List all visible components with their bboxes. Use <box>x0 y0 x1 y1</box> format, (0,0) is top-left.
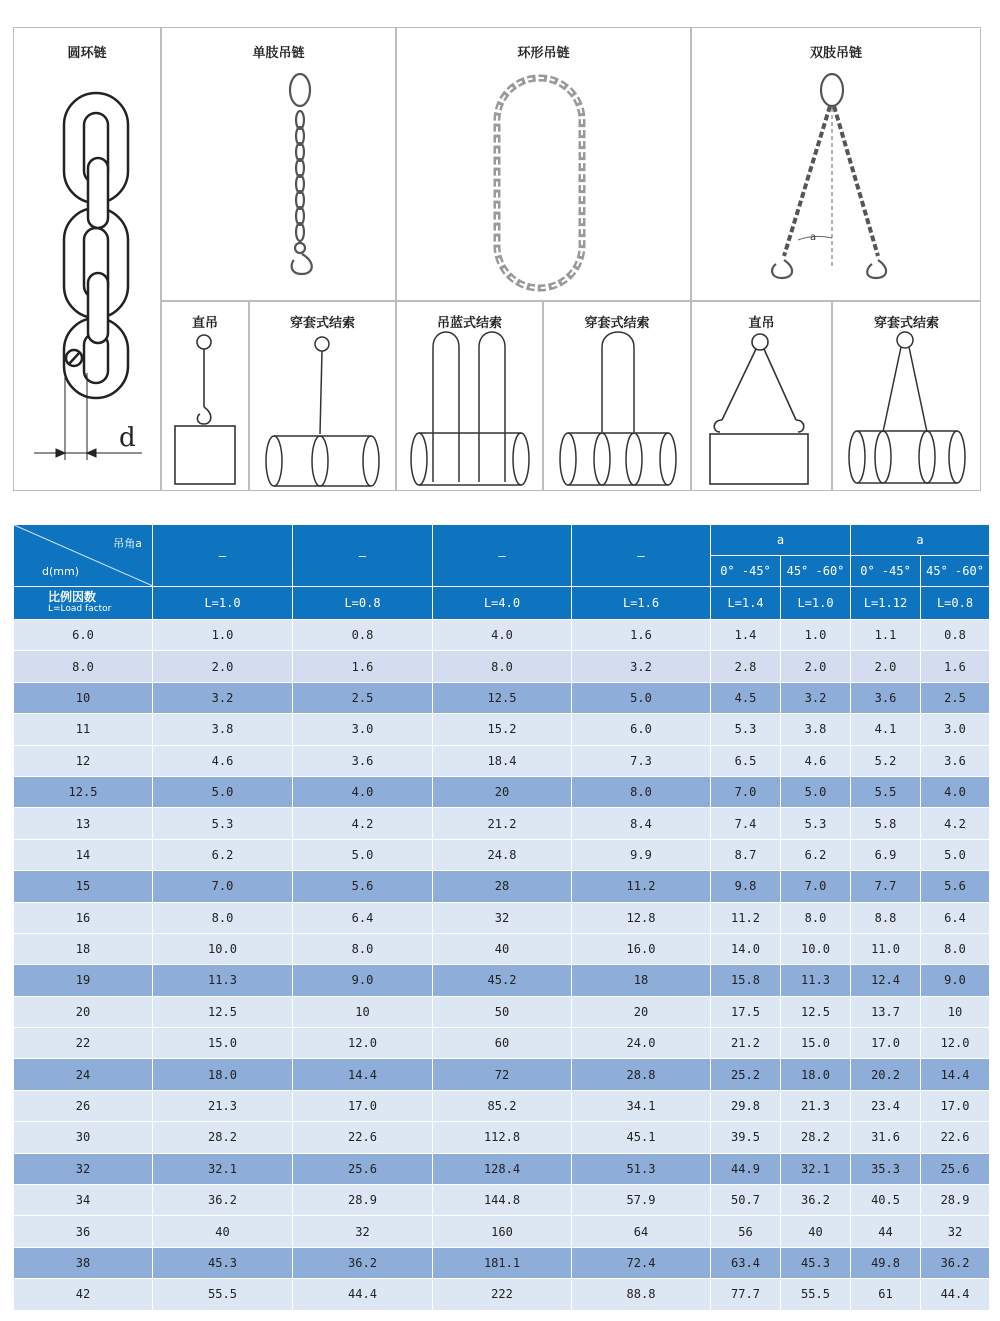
angle-symbol: a <box>810 232 817 243</box>
load-cell: 25.6 <box>293 1153 433 1184</box>
load-cell: 12.5 <box>781 996 851 1027</box>
corner-angle-label: 吊角a <box>113 537 142 550</box>
load-cell: 25.2 <box>711 1059 781 1090</box>
load-cell: 36.2 <box>153 1185 293 1216</box>
two-leg-panel <box>691 27 981 301</box>
mode-straight-double-illustration <box>692 302 833 492</box>
load-cell: 14.4 <box>293 1059 433 1090</box>
header-range: 0° -45° <box>851 556 921 587</box>
mode-choke-two-leg-illustration <box>833 302 982 492</box>
diameter-cell: 12 <box>14 745 153 776</box>
header-angle-a: a <box>851 525 990 556</box>
mode-straight-double-panel <box>691 301 832 491</box>
load-cell: 6.0 <box>572 714 711 745</box>
load-cell: 85.2 <box>433 1090 572 1121</box>
load-cell: 5.0 <box>572 682 711 713</box>
load-cell: 14.0 <box>711 933 781 964</box>
load-cell: 3.6 <box>921 745 990 776</box>
single-leg-panel <box>161 27 396 301</box>
load-cell: 7.0 <box>153 871 293 902</box>
load-cell: 28.9 <box>921 1185 990 1216</box>
table-row <box>14 620 990 651</box>
load-cell: 40 <box>433 933 572 964</box>
diameter-cell: 22 <box>14 1028 153 1059</box>
load-cell: 112.8 <box>433 1122 572 1153</box>
load-cell: 16.0 <box>572 933 711 964</box>
load-cell: 4.0 <box>293 776 433 807</box>
round-chain-panel <box>13 27 161 491</box>
load-cell: 28 <box>433 871 572 902</box>
load-cell: 4.2 <box>293 808 433 839</box>
load-cell: 20 <box>572 996 711 1027</box>
table-row <box>14 808 990 839</box>
load-cell: 4.2 <box>921 808 990 839</box>
load-cell: 7.0 <box>711 776 781 807</box>
load-cell: 36.2 <box>293 1247 433 1278</box>
load-cell: 5.3 <box>711 714 781 745</box>
load-cell: 3.0 <box>921 714 990 745</box>
header-dash: – <box>153 525 293 587</box>
load-cell: 9.0 <box>293 965 433 996</box>
load-table <box>13 524 990 1311</box>
load-cell: 3.8 <box>153 714 293 745</box>
load-cell: 2.8 <box>711 651 781 682</box>
load-cell: 12.0 <box>293 1028 433 1059</box>
load-cell: 7.3 <box>572 745 711 776</box>
load-cell: 3.0 <box>293 714 433 745</box>
load-cell: 45.3 <box>153 1247 293 1278</box>
load-cell: 22.6 <box>293 1122 433 1153</box>
diameter-cell: 34 <box>14 1185 153 1216</box>
load-cell: 3.6 <box>851 682 921 713</box>
diameter-cell: 32 <box>14 1153 153 1184</box>
single-leg-title: 单肢吊链 <box>252 46 305 61</box>
load-cell: 32.1 <box>781 1153 851 1184</box>
load-cell: 55.5 <box>153 1279 293 1310</box>
header-dash: – <box>572 525 711 587</box>
table-row <box>14 1247 990 1278</box>
table-row <box>14 1028 990 1059</box>
load-factor-value: L=0.8 <box>921 587 990 620</box>
round-chain-title: 圆环链 <box>67 46 107 61</box>
load-cell: 4.0 <box>921 776 990 807</box>
load-cell: 5.2 <box>851 745 921 776</box>
load-cell: 5.5 <box>851 776 921 807</box>
load-cell: 72.4 <box>572 1247 711 1278</box>
load-cell: 35.3 <box>851 1153 921 1184</box>
table-row <box>14 965 990 996</box>
load-cell: 160 <box>433 1216 572 1247</box>
load-cell: 4.1 <box>851 714 921 745</box>
load-cell: 17.5 <box>711 996 781 1027</box>
load-cell: 12.4 <box>851 965 921 996</box>
load-cell: 10 <box>293 996 433 1027</box>
mode-choke-two-leg-title: 穿套式结索 <box>873 316 939 331</box>
load-cell: 56 <box>711 1216 781 1247</box>
diameter-cell: 13 <box>14 808 153 839</box>
load-cell: 24.8 <box>433 839 572 870</box>
round-chain-illustration <box>14 28 162 492</box>
load-cell: 1.4 <box>711 620 781 651</box>
load-cell: 34.1 <box>572 1090 711 1121</box>
load-cell: 0.8 <box>293 620 433 651</box>
diameter-cell: 18 <box>14 933 153 964</box>
load-cell: 28.8 <box>572 1059 711 1090</box>
load-cell: 2.0 <box>153 651 293 682</box>
load-cell: 5.6 <box>293 871 433 902</box>
table-row <box>14 745 990 776</box>
load-cell: 6.9 <box>851 839 921 870</box>
diameter-cell: 16 <box>14 902 153 933</box>
table-row <box>14 1122 990 1153</box>
load-cell: 7.0 <box>781 871 851 902</box>
load-cell: 8.8 <box>851 902 921 933</box>
load-cell: 40 <box>153 1216 293 1247</box>
load-cell: 44 <box>851 1216 921 1247</box>
load-cell: 45.2 <box>433 965 572 996</box>
mode-basket-panel <box>396 301 543 491</box>
load-cell: 11.2 <box>711 902 781 933</box>
table-row <box>14 1059 990 1090</box>
diameter-cell: 24 <box>14 1059 153 1090</box>
table-row <box>14 1090 990 1121</box>
load-cell: 44.4 <box>293 1279 433 1310</box>
header-angle-a: a <box>711 525 851 556</box>
load-cell: 49.8 <box>851 1247 921 1278</box>
header-range: 45° -60° <box>781 556 851 587</box>
table-row <box>14 1185 990 1216</box>
load-cell: 32 <box>433 902 572 933</box>
load-cell: 6.2 <box>781 839 851 870</box>
load-cell: 11.2 <box>572 871 711 902</box>
load-cell: 45.3 <box>781 1247 851 1278</box>
load-cell: 2.5 <box>293 682 433 713</box>
load-cell: 40.5 <box>851 1185 921 1216</box>
load-cell: 11.3 <box>153 965 293 996</box>
endless-panel <box>396 27 691 301</box>
table-row <box>14 1216 990 1247</box>
load-cell: 15.0 <box>781 1028 851 1059</box>
load-cell: 10.0 <box>153 933 293 964</box>
mode-basket-title: 吊蓝式结索 <box>436 316 502 331</box>
load-cell: 128.4 <box>433 1153 572 1184</box>
diameter-cell: 8.0 <box>14 651 153 682</box>
load-cell: 7.7 <box>851 871 921 902</box>
mode-choke-double-title: 穿套式结索 <box>584 316 650 331</box>
load-cell: 9.8 <box>711 871 781 902</box>
mode-straight-single-title: 直吊 <box>191 316 218 331</box>
load-cell: 9.9 <box>572 839 711 870</box>
load-cell: 3.2 <box>781 682 851 713</box>
load-cell: 1.0 <box>153 620 293 651</box>
load-cell: 5.3 <box>781 808 851 839</box>
mode-choke-two-leg-panel <box>832 301 981 491</box>
load-cell: 23.4 <box>851 1090 921 1121</box>
load-cell: 12.5 <box>153 996 293 1027</box>
diameter-cell: 20 <box>14 996 153 1027</box>
load-cell: 20.2 <box>851 1059 921 1090</box>
load-cell: 10 <box>921 996 990 1027</box>
d-symbol: d <box>119 423 136 453</box>
load-cell: 5.0 <box>293 839 433 870</box>
load-cell: 6.4 <box>293 902 433 933</box>
diameter-cell: 6.0 <box>14 620 153 651</box>
load-factor-value: L=1.4 <box>711 587 781 620</box>
load-cell: 1.6 <box>572 620 711 651</box>
load-cell: 4.6 <box>153 745 293 776</box>
diameter-cell: 30 <box>14 1122 153 1153</box>
load-cell: 8.0 <box>153 902 293 933</box>
load-cell: 15.0 <box>153 1028 293 1059</box>
load-cell: 8.0 <box>433 651 572 682</box>
load-cell: 44.4 <box>921 1279 990 1310</box>
load-cell: 21.2 <box>433 808 572 839</box>
load-cell: 9.0 <box>921 965 990 996</box>
load-cell: 4.6 <box>781 745 851 776</box>
load-cell: 3.2 <box>572 651 711 682</box>
load-cell: 11.3 <box>781 965 851 996</box>
load-cell: 21.2 <box>711 1028 781 1059</box>
load-factor-value: L=1.12 <box>851 587 921 620</box>
load-cell: 21.3 <box>781 1090 851 1121</box>
load-cell: 44.9 <box>711 1153 781 1184</box>
load-cell: 45.1 <box>572 1122 711 1153</box>
load-cell: 32 <box>921 1216 990 1247</box>
load-cell: 5.0 <box>153 776 293 807</box>
load-cell: 25.6 <box>921 1153 990 1184</box>
diameter-cell: 11 <box>14 714 153 745</box>
load-cell: 0.8 <box>921 620 990 651</box>
load-factor-value: L=1.0 <box>781 587 851 620</box>
load-cell: 20 <box>433 776 572 807</box>
load-cell: 3.2 <box>153 682 293 713</box>
load-cell: 40 <box>781 1216 851 1247</box>
load-cell: 18.4 <box>433 745 572 776</box>
mode-straight-single-illustration <box>162 302 250 492</box>
load-cell: 32 <box>293 1216 433 1247</box>
load-cell: 28.9 <box>293 1185 433 1216</box>
corner-diameter-label: d(mm) <box>42 565 79 578</box>
load-cell: 88.8 <box>572 1279 711 1310</box>
load-cell: 31.6 <box>851 1122 921 1153</box>
diameter-cell: 15 <box>14 871 153 902</box>
load-cell: 12.0 <box>921 1028 990 1059</box>
diameter-cell: 19 <box>14 965 153 996</box>
load-factor-value: L=0.8 <box>293 587 433 620</box>
load-cell: 15.2 <box>433 714 572 745</box>
load-cell: 18.0 <box>153 1059 293 1090</box>
mode-straight-double-title: 直吊 <box>748 316 775 331</box>
load-cell: 28.2 <box>153 1122 293 1153</box>
load-factor-en: L=Load factor <box>48 604 112 614</box>
load-cell: 8.7 <box>711 839 781 870</box>
load-cell: 1.6 <box>921 651 990 682</box>
diameter-cell: 38 <box>14 1247 153 1278</box>
table-row <box>14 651 990 682</box>
load-cell: 8.4 <box>572 808 711 839</box>
load-cell: 77.7 <box>711 1279 781 1310</box>
load-cell: 2.0 <box>781 651 851 682</box>
mode-choke-double-illustration <box>544 302 692 492</box>
load-cell: 17.0 <box>293 1090 433 1121</box>
load-cell: 3.8 <box>781 714 851 745</box>
load-cell: 8.0 <box>781 902 851 933</box>
load-cell: 15.8 <box>711 965 781 996</box>
diameter-cell: 12.5 <box>14 776 153 807</box>
load-factor-cn: 比例因数 <box>48 590 97 604</box>
two-leg-title: 双肢吊链 <box>809 46 862 61</box>
mode-straight-single-panel <box>161 301 249 491</box>
load-cell: 1.0 <box>781 620 851 651</box>
load-factor-value: L=4.0 <box>433 587 572 620</box>
two-leg-illustration <box>692 28 982 302</box>
load-cell: 6.5 <box>711 745 781 776</box>
load-cell: 18 <box>572 965 711 996</box>
load-cell: 7.4 <box>711 808 781 839</box>
mode-choke-single-illustration <box>250 302 397 492</box>
load-factor-value: L=1.6 <box>572 587 711 620</box>
load-cell: 2.0 <box>851 651 921 682</box>
load-cell: 21.3 <box>153 1090 293 1121</box>
load-cell: 24.0 <box>572 1028 711 1059</box>
load-cell: 29.8 <box>711 1090 781 1121</box>
load-cell: 50 <box>433 996 572 1027</box>
table-row <box>14 902 990 933</box>
load-cell: 4.5 <box>711 682 781 713</box>
load-cell: 18.0 <box>781 1059 851 1090</box>
header-dash: – <box>433 525 572 587</box>
load-cell: 60 <box>433 1028 572 1059</box>
load-cell: 1.1 <box>851 620 921 651</box>
load-cell: 5.8 <box>851 808 921 839</box>
load-cell: 61 <box>851 1279 921 1310</box>
load-cell: 5.0 <box>921 839 990 870</box>
load-cell: 32.1 <box>153 1153 293 1184</box>
table-row <box>14 996 990 1027</box>
mode-basket-illustration <box>397 302 544 492</box>
diameter-cell: 26 <box>14 1090 153 1121</box>
load-cell: 181.1 <box>433 1247 572 1278</box>
load-cell: 63.4 <box>711 1247 781 1278</box>
load-cell: 17.0 <box>921 1090 990 1121</box>
load-cell: 13.7 <box>851 996 921 1027</box>
load-cell: 55.5 <box>781 1279 851 1310</box>
table-row <box>14 1279 990 1310</box>
load-cell: 6.4 <box>921 902 990 933</box>
load-cell: 50.7 <box>711 1185 781 1216</box>
load-cell: 5.0 <box>781 776 851 807</box>
load-cell: 8.0 <box>293 933 433 964</box>
load-cell: 72 <box>433 1059 572 1090</box>
table-row <box>14 682 990 713</box>
table-row <box>14 839 990 870</box>
load-cell: 22.6 <box>921 1122 990 1153</box>
load-cell: 11.0 <box>851 933 921 964</box>
load-cell: 28.2 <box>781 1122 851 1153</box>
load-factor-value: L=1.0 <box>153 587 293 620</box>
load-cell: 51.3 <box>572 1153 711 1184</box>
header-range: 0° -45° <box>711 556 781 587</box>
load-cell: 12.8 <box>572 902 711 933</box>
header-corner <box>14 525 153 587</box>
load-cell: 1.6 <box>293 651 433 682</box>
load-cell: 36.2 <box>921 1247 990 1278</box>
mode-choke-double-panel <box>543 301 691 491</box>
diameter-cell: 10 <box>14 682 153 713</box>
diameter-cell: 36 <box>14 1216 153 1247</box>
load-cell: 12.5 <box>433 682 572 713</box>
load-cell: 10.0 <box>781 933 851 964</box>
table-row <box>14 871 990 902</box>
single-leg-illustration <box>162 28 397 302</box>
load-cell: 144.8 <box>433 1185 572 1216</box>
header-range: 45° -60° <box>921 556 990 587</box>
table-body <box>14 620 990 1311</box>
load-cell: 4.0 <box>433 620 572 651</box>
load-cell: 64 <box>572 1216 711 1247</box>
load-cell: 5.3 <box>153 808 293 839</box>
load-cell: 39.5 <box>711 1122 781 1153</box>
load-cell: 6.2 <box>153 839 293 870</box>
endless-illustration <box>397 28 692 302</box>
load-cell: 8.0 <box>572 776 711 807</box>
load-cell: 3.6 <box>293 745 433 776</box>
load-cell: 14.4 <box>921 1059 990 1090</box>
load-cell: 36.2 <box>781 1185 851 1216</box>
table-row <box>14 933 990 964</box>
mode-choke-single-panel <box>249 301 396 491</box>
diameter-cell: 42 <box>14 1279 153 1310</box>
table-row <box>14 776 990 807</box>
load-cell: 57.9 <box>572 1185 711 1216</box>
load-cell: 8.0 <box>921 933 990 964</box>
table-row <box>14 1153 990 1184</box>
load-cell: 17.0 <box>851 1028 921 1059</box>
load-cell: 222 <box>433 1279 572 1310</box>
header-dash: – <box>293 525 433 587</box>
load-factor-label <box>14 587 153 620</box>
load-cell: 5.6 <box>921 871 990 902</box>
mode-choke-single-title: 穿套式结索 <box>289 316 355 331</box>
endless-title: 环形吊链 <box>517 46 570 61</box>
load-cell: 2.5 <box>921 682 990 713</box>
table-row <box>14 714 990 745</box>
diameter-cell: 14 <box>14 839 153 870</box>
